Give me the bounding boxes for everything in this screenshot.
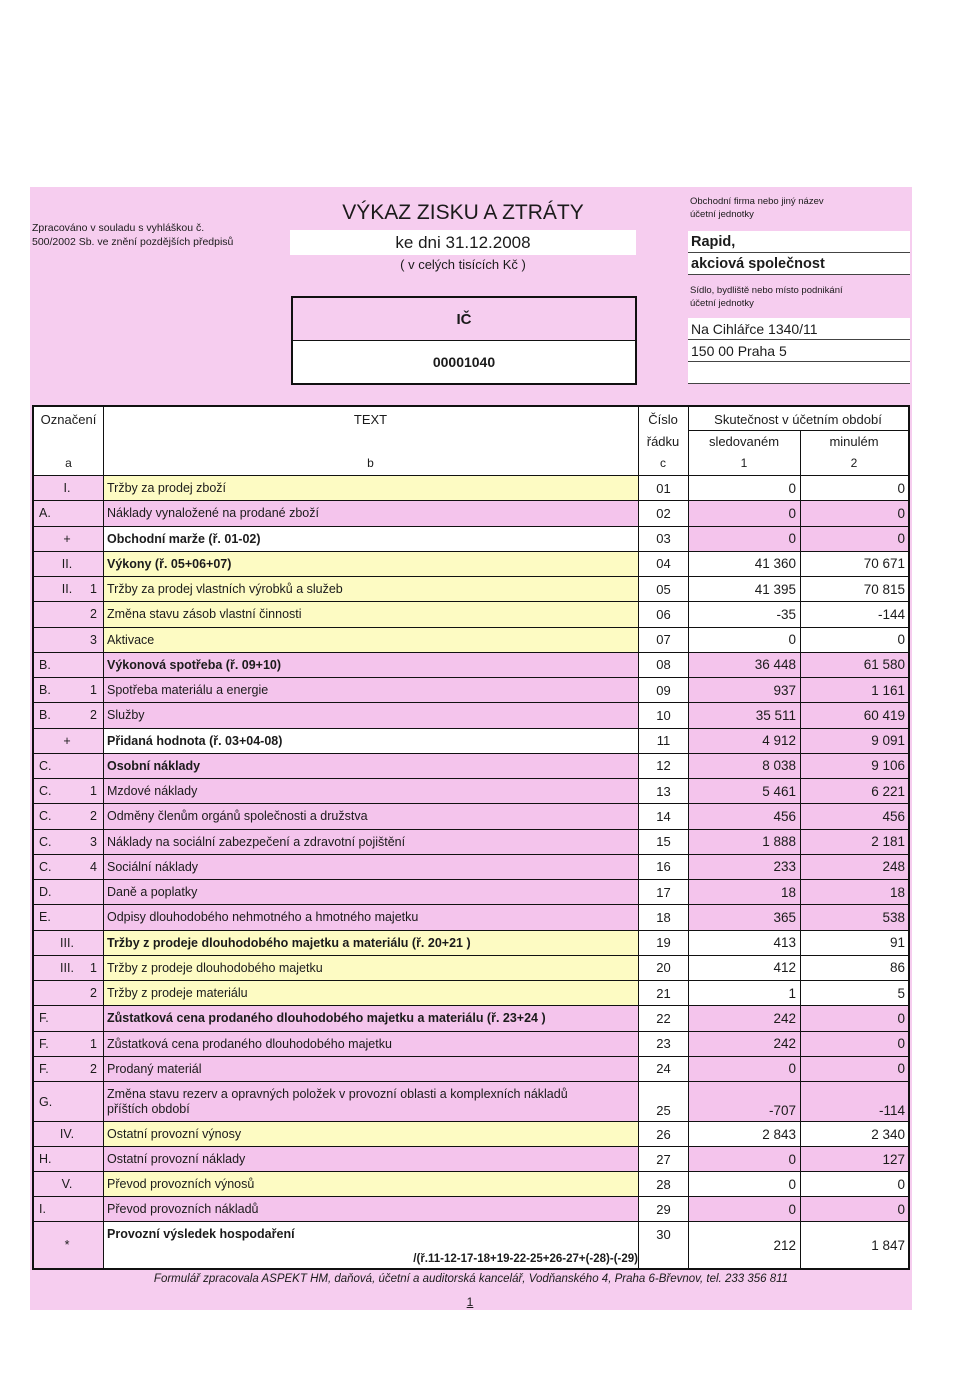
row-text: Tržby z prodeje dlouhodobého majetku a materiálu (ř. 20+21 ) [107,935,471,950]
row-text-cell [103,830,638,854]
row-number: 07 [638,628,688,652]
entity-name-label-line-1: Obchodní firma nebo jiný název [690,196,824,207]
row-text-cell [103,501,638,525]
previous-period-value: 0 [800,1197,908,1221]
designation-cell [34,1057,103,1081]
designation-number: 2 [90,809,97,824]
table-row [34,1121,908,1146]
header-col-b: b [367,456,374,470]
row-number: 19 [638,931,688,955]
header-col-c: c [660,456,666,470]
designation-letter: C. [39,834,52,849]
previous-period-value: 0 [800,1057,908,1081]
row-number: 21 [638,981,688,1005]
row-text-cell [103,1172,638,1196]
previous-period-value: 18 [800,880,908,904]
current-period-value: 0 [688,476,800,500]
designation-cell [34,754,103,778]
designation-letter: F. [39,1061,49,1076]
previous-period-value: 91 [800,931,908,955]
row-text-cell [103,754,638,778]
designation-letter: * [64,1238,70,1252]
entity-address-line-3 [688,362,910,384]
designation-number: 2 [90,607,97,622]
current-period-value: 212 [688,1222,800,1268]
report-date: ke dni 31.12.2008 [290,230,636,255]
row-text: Osobní náklady [107,758,201,773]
designation-letter: + [63,531,71,546]
previous-period-value: 6 221 [800,779,908,803]
row-number: 15 [638,830,688,854]
current-period-value: 0 [688,1172,800,1196]
row-number: 26 [638,1122,688,1146]
previous-period-value: 248 [800,855,908,879]
previous-period-value: 456 [800,804,908,828]
current-period-value: 4 912 [688,729,800,753]
row-number: 29 [638,1197,688,1221]
designation-cell [34,476,103,500]
income-statement-table [32,405,910,1270]
row-text: Sociální náklady [107,859,199,874]
header-row-number-line-2: řádku [646,434,680,449]
header-col-a: a [65,456,72,470]
current-period-value: 0 [688,1147,800,1171]
table-row [34,753,908,778]
designation-cell [34,931,103,955]
designation-cell [34,779,103,803]
row-text: Tržby z prodeje dlouhodobého majetku [107,960,323,975]
row-number: 20 [638,956,688,980]
entity-name-line-2: akciová společnost [688,253,910,275]
table-body [34,407,908,1268]
row-number: 28 [638,1172,688,1196]
row-text: Ostatní provozní výnosy [107,1127,242,1141]
designation-number: 3 [90,834,97,849]
designation-cell [34,1032,103,1056]
designation-number: 4 [90,859,97,874]
designation-letter: F. [39,1036,49,1051]
table-row [34,728,908,753]
current-period-value: 41 395 [688,577,800,601]
row-text: Spotřeba materiálu a energie [107,683,269,698]
row-text-cell [103,931,638,955]
previous-period-value: 9 106 [800,754,908,778]
table-row [34,879,908,904]
entity-seat-label-line-1: Sídlo, bydliště nebo místo podnikání [690,285,843,296]
table-row [34,829,908,854]
row-text-cell [103,602,638,626]
row-text-cell [103,703,638,727]
designation-cell [34,577,103,601]
row-number: 06 [638,602,688,626]
designation-letter [51,981,83,1005]
designation-letter: D. [39,885,52,900]
table-row [34,500,908,525]
entity-address-line-2: 150 00 Praha 5 [688,340,910,362]
current-period-value: 0 [688,527,800,551]
designation-letter: C. [39,784,52,799]
table-row [34,904,908,929]
designation-cell [34,905,103,929]
designation-letter: II. [61,556,73,571]
table-row [34,627,908,652]
designation-cell [34,729,103,753]
ic-value: 00001040 [432,354,496,370]
row-text-cell [103,653,638,677]
table-row [34,475,908,500]
designation-cell [34,855,103,879]
previous-period-value: 70 671 [800,552,908,576]
report-units: ( v celých tisících Kč ) [400,257,526,272]
row-text-cell [103,1006,638,1030]
row-text: Výkony (ř. 05+06+07) [107,556,232,571]
current-period-value: 242 [688,1006,800,1030]
row-text: Odpisy dlouhodobého nehmotného a hmotného majetku [107,910,419,925]
table-row [34,677,908,702]
row-number: 09 [638,678,688,702]
current-period-value: 41 360 [688,552,800,576]
entity-name-line-1: Rapid, [688,231,910,253]
current-period-value: 365 [688,905,800,929]
table-row [34,526,908,551]
designation-letter: II. [61,582,73,597]
designation-letter [51,602,83,626]
row-text: Daně a poplatky [107,885,198,900]
designation-letter: G. [39,1094,53,1109]
row-text: Ostatní provozní náklady [107,1152,246,1166]
row-text: Tržby za prodej zboží [107,481,227,496]
current-period-value: 233 [688,855,800,879]
designation-letter [51,628,83,652]
current-period-value: 413 [688,931,800,955]
row-number: 04 [638,552,688,576]
row-number: 18 [638,905,688,929]
designation-cell [34,678,103,702]
previous-period-value: 1 161 [800,678,908,702]
row-text-cell [103,855,638,879]
row-text-cell [103,779,638,803]
current-period-value: 412 [688,956,800,980]
designation-letter: C. [39,758,52,773]
designation-cell [34,527,103,551]
row-text: Přidaná hodnota (ř. 03+04-08) [107,733,283,748]
row-text: Změna stavu rezerv a opravných položek v provozní oblasti a komplexních nákladů [107,1086,568,1101]
table-row [34,980,908,1005]
row-text: Odměny členům orgánů společnosti a družstva [107,809,368,824]
current-period-value: 242 [688,1032,800,1056]
row-text: Náklady na sociální zabezpečení a zdravotní pojištění [107,834,406,849]
designation-number: 2 [90,986,97,1001]
table-row [34,1031,908,1056]
row-text-cell [103,905,638,929]
designation-number: 1 [90,582,97,597]
table-row [34,601,908,626]
legal-note-line-2: 500/2002 Sb. ve znění pozdějších předpisů [32,236,234,248]
row-text: Výkonová spotřeba (ř. 09+10) [107,657,282,672]
designation-letter: B. [39,657,51,672]
row-text: Převod provozních výnosů [107,1177,255,1191]
row-text: Zůstatková cena prodaného dlouhodobého majetku a materiálu (ř. 23+24 ) [107,1011,546,1026]
previous-period-value: 1 847 [800,1222,908,1268]
current-period-value: 18 [688,880,800,904]
designation-letter: B. [39,683,51,698]
designation-number: 1 [90,683,97,698]
row-number: 25 [638,1082,688,1121]
designation-number: 1 [90,1036,97,1051]
row-text: Provozní výsledek hospodaření [107,1227,295,1241]
row-text: Tržby za prodej vlastních výrobků a služeb [107,582,343,597]
designation-cell [34,552,103,576]
table-row [34,1221,908,1268]
designation-cell [34,981,103,1005]
previous-period-value: 60 419 [800,703,908,727]
previous-period-value: 2 340 [800,1122,908,1146]
current-period-value: 1 [688,981,800,1005]
row-text-cell [103,1057,638,1081]
designation-number: 3 [90,632,97,647]
designation-letter: H. [39,1152,52,1166]
row-number: 03 [638,527,688,551]
designation-cell [34,1172,103,1196]
entity-name-label-line-2: účetní jednotky [690,209,754,220]
row-text-cell [103,1222,638,1268]
designation-letter: I. [39,1202,46,1216]
row-number: 24 [638,1057,688,1081]
row-text-cell [103,981,638,1005]
previous-period-value: 538 [800,905,908,929]
row-text: Obchodní marže (ř. 01-02) [107,531,261,546]
table-row [34,1005,908,1030]
header-text: TEXT [353,412,388,427]
previous-period-value: 2 181 [800,830,908,854]
designation-cell [34,501,103,525]
table-row [34,803,908,828]
designation-number: 1 [90,784,97,799]
row-text-cell [103,804,638,828]
row-number: 27 [638,1147,688,1171]
current-period-value: 36 448 [688,653,800,677]
row-text-cell [103,1197,638,1221]
row-text-cell [103,1082,638,1121]
row-text-cell [103,880,638,904]
previous-period-value: 0 [800,501,908,525]
designation-cell [34,653,103,677]
table-row [34,652,908,677]
header-col-2: 2 [850,456,858,470]
previous-period-value: -114 [800,1082,908,1121]
row-text: Služby [107,708,145,723]
header-current-period: sledovaném [708,434,780,449]
previous-period-value: 5 [800,981,908,1005]
page-number: 1 [466,1295,474,1309]
table-row [34,854,908,879]
previous-period-value: 70 815 [800,577,908,601]
row-text: Změna stavu zásob vlastní činnosti [107,607,302,622]
row-number: 12 [638,754,688,778]
designation-cell [34,1082,103,1121]
current-period-value: -35 [688,602,800,626]
form-footer-note: Formulář zpracovala ASPEKT HM, daňová, účetní a auditorská kancelář, Vodňanského 4, Praha 6-Břevnov, tel. 233 356 811 [153,1273,789,1285]
row-text-cell [103,729,638,753]
row-text: Náklady vynaložené na prodané zboží [107,506,319,521]
previous-period-value: 0 [800,628,908,652]
table-row [34,955,908,980]
previous-period-value: 127 [800,1147,908,1171]
current-period-value: 0 [688,501,800,525]
row-text-continuation: /(ř.11-12-17-18+19-22-25+26-27+(-28)-(-29) [413,1253,638,1265]
current-period-value: 456 [688,804,800,828]
row-number: 14 [638,804,688,828]
table-row [34,551,908,576]
designation-cell [34,628,103,652]
designation-cell [34,1122,103,1146]
designation-letter: E. [39,910,51,925]
row-text: Převod provozních nákladů [107,1202,259,1216]
row-number: 08 [638,653,688,677]
row-number: 02 [638,501,688,525]
row-number: 23 [638,1032,688,1056]
designation-letter: F. [39,1011,49,1026]
row-text-cell [103,678,638,702]
designation-cell [34,956,103,980]
designation-cell [34,703,103,727]
row-text-continuation: příštích období [107,1101,190,1116]
legal-note-line-1: Zpracováno v souladu s vyhláškou č. [32,222,205,234]
designation-number: 1 [90,960,97,975]
row-text-cell [103,1147,638,1171]
previous-period-value: -144 [800,602,908,626]
designation-letter: C. [39,859,52,874]
current-period-value: 1 888 [688,830,800,854]
designation-number: 2 [90,708,97,723]
designation-cell [34,830,103,854]
row-number: 30 [638,1222,688,1268]
designation-letter: V. [61,1177,73,1191]
table-row [34,778,908,803]
table-row [34,1171,908,1196]
designation-cell [34,1147,103,1171]
row-text-cell [103,628,638,652]
table-row [34,1081,908,1121]
row-number: 13 [638,779,688,803]
previous-period-value: 9 091 [800,729,908,753]
designation-letter: C. [39,809,52,824]
table-row [34,576,908,601]
current-period-value: 0 [688,1197,800,1221]
row-text-cell [103,527,638,551]
row-number: 16 [638,855,688,879]
designation-letter: + [63,733,71,748]
row-text-cell [103,577,638,601]
current-period-value: 937 [688,678,800,702]
table-row [34,1196,908,1221]
designation-cell [34,1222,103,1268]
current-period-value: 35 511 [688,703,800,727]
previous-period-value: 0 [800,1006,908,1030]
designation-cell [34,1006,103,1030]
designation-cell [34,602,103,626]
current-period-value: 5 461 [688,779,800,803]
previous-period-value: 0 [800,527,908,551]
designation-cell [34,1197,103,1221]
row-number: 11 [638,729,688,753]
table-row [34,1146,908,1171]
previous-period-value: 86 [800,956,908,980]
designation-cell [34,804,103,828]
current-period-value: 2 843 [688,1122,800,1146]
row-text: Prodaný materiál [107,1061,202,1076]
row-text-cell [103,1032,638,1056]
row-number: 22 [638,1006,688,1030]
designation-letter: A. [39,506,51,521]
header-period: Skutečnost v účetním období [714,412,882,427]
previous-period-value: 61 580 [800,653,908,677]
designation-number: 2 [90,1061,97,1076]
row-number: 01 [638,476,688,500]
header-col-1: 1 [740,456,748,470]
row-number: 17 [638,880,688,904]
row-text-cell [103,1122,638,1146]
previous-period-value: 0 [800,1032,908,1056]
designation-letter: III. [60,935,74,950]
current-period-value: 0 [688,628,800,652]
header-previous-period: minulém [829,434,879,449]
current-period-value: 8 038 [688,754,800,778]
ic-label: IČ [293,298,635,341]
row-text-cell [103,956,638,980]
row-text-cell [103,552,638,576]
current-period-value: -707 [688,1082,800,1121]
designation-letter: B. [39,708,51,723]
row-text: Mzdové náklady [107,784,198,799]
table-row [34,930,908,955]
row-text: Zůstatková cena prodaného dlouhodobého majetku [107,1036,392,1051]
table-row [34,1056,908,1081]
designation-letter: III. [60,960,74,975]
designation-cell [34,880,103,904]
header-row-number-line-1: Číslo [648,412,678,427]
document-title: VÝKAZ ZISKU A ZTRÁTY [342,201,584,224]
row-number: 05 [638,577,688,601]
row-text: Tržby z prodeje materiálu [107,986,248,1001]
row-text: Aktivace [107,632,155,647]
previous-period-value: 0 [800,476,908,500]
designation-letter: I. [63,481,71,496]
row-text-cell [103,476,638,500]
entity-seat-label-line-2: účetní jednotky [690,298,754,309]
table-row [34,702,908,727]
ic-box [291,296,637,385]
previous-period-value: 0 [800,1172,908,1196]
row-number: 10 [638,703,688,727]
entity-address-line-1: Na Cihlářce 1340/11 [688,318,910,340]
current-period-value: 0 [688,1057,800,1081]
designation-letter: IV. [59,1127,75,1141]
header-designation: Označení [40,412,97,427]
